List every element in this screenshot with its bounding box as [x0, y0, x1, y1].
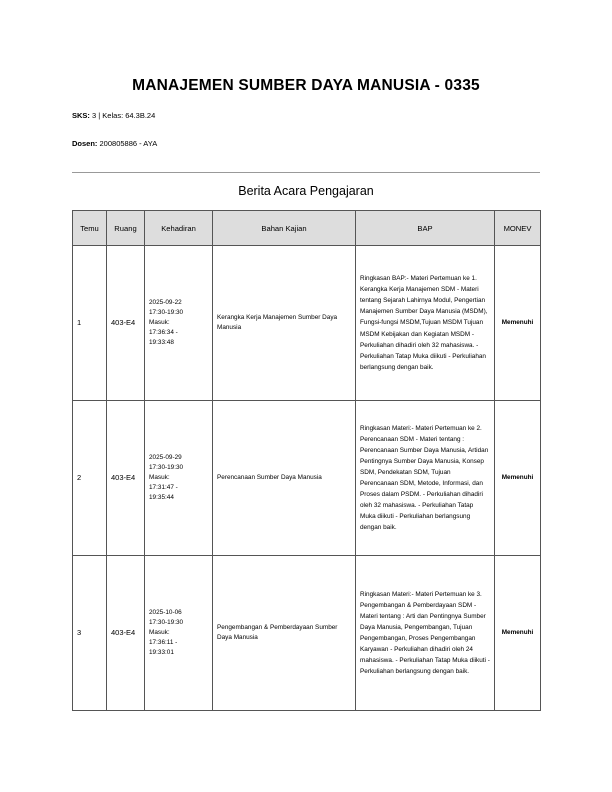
kehadiran-date: 2025-10-06	[149, 609, 182, 617]
sks-kelas-value: 3 | Kelas: 64.3B.24	[92, 111, 156, 120]
kehadiran-schedule: 17:30-19:30	[149, 619, 184, 627]
kehadiran-out: 19:33:01	[149, 648, 174, 656]
monev-cell: Memenuhi	[495, 401, 541, 556]
bap-cell: Ringkasan BAP:- Materi Pertemuan ke 1. Kerangka Kerja Manajemen SDM - Materi tentang Sejarah Lahirnya Modul, Pengertian Manajemen Sumber Daya Manusia (MSDM), Fungsi-fungsi MSDM,Tujuan MSDM Tujuan MSDM Kebijakan dan Kegiatan MSDM - Perkuliahan dihadiri oleh 32 mahasiswa. - Perkuliahan Tatap Muka diikuti - Perkuliahan berlangsung dengan baik.	[356, 246, 495, 401]
kehadiran-in: 17:36:11 -	[149, 638, 178, 646]
kehadiran-schedule: 17:30-19:30	[149, 309, 184, 317]
kehadiran-cell	[145, 401, 213, 556]
column-header-monev: MONEV	[495, 211, 541, 246]
page-title: MANAJEMEN SUMBER DAYA MANUSIA - 0335	[132, 77, 480, 94]
divider	[72, 172, 540, 173]
table-header-row	[73, 211, 541, 246]
column-header-temu: Temu	[73, 211, 107, 246]
kehadiran-cell	[145, 556, 213, 711]
kehadiran-out: 19:33:48	[149, 338, 174, 346]
sks-label: SKS:	[72, 111, 90, 120]
kehadiran-schedule: 17:30-19:30	[149, 464, 184, 472]
ruang-cell: 403-E4	[107, 246, 145, 401]
table-row	[73, 556, 541, 711]
ruang-cell: 403-E4	[107, 556, 145, 711]
column-header-kehadiran: Kehadiran	[145, 211, 213, 246]
temu-cell: 2	[73, 401, 107, 556]
bahan-kajian-cell: Kerangka Kerja Manajemen Sumber Daya Manusia	[213, 246, 356, 401]
kehadiran-cell	[145, 246, 213, 401]
dosen-info	[72, 139, 157, 148]
berita-acara-table	[72, 210, 541, 711]
dosen-label: Dosen:	[72, 139, 98, 148]
kehadiran-date: 2025-09-22	[149, 299, 182, 307]
kehadiran-in: 17:31:47 -	[149, 483, 178, 491]
temu-cell: 3	[73, 556, 107, 711]
sks-kelas-info	[72, 111, 155, 120]
bap-cell: Ringkasan Materi:- Materi Pertemuan ke 3. Pengembangan & Pemberdayaan SDM - Materi tentang : Arti dan Pentingnya Sumber Daya Manusia, Pengembangan, Tujuan Pengembangan, Proses Pengembangan Karyawan - Perkuliahan dihadiri oleh 24 mahasiswa. - Perkuliahan Tatap Muka diikuti - Perkuliahan berlangsung dengan baik.	[356, 556, 495, 711]
table-row	[73, 246, 541, 401]
kehadiran-label: Masuk:	[149, 474, 170, 482]
table-row	[73, 401, 541, 556]
monev-cell: Memenuhi	[495, 246, 541, 401]
dosen-value: 200805886 - AYA	[99, 139, 158, 148]
bahan-kajian-cell: Perencanaan Sumber Daya Manusia	[213, 401, 356, 556]
monev-cell: Memenuhi	[495, 556, 541, 711]
column-header-bahan-kajian: Bahan Kajian	[213, 211, 356, 246]
ruang-cell: 403-E4	[107, 401, 145, 556]
column-header-ruang: Ruang	[107, 211, 145, 246]
kehadiran-out: 19:35:44	[149, 493, 174, 501]
kehadiran-in: 17:36:34 -	[149, 328, 178, 336]
kehadiran-date: 2025-09-29	[149, 454, 182, 462]
column-header-bap: BAP	[356, 211, 495, 246]
kehadiran-label: Masuk:	[149, 319, 170, 327]
kehadiran-label: Masuk:	[149, 629, 170, 637]
bahan-kajian-cell: Pengembangan & Pemberdayaan Sumber Daya Manusia	[213, 556, 356, 711]
section-title: Berita Acara Pengajaran	[238, 184, 374, 198]
bap-cell: Ringkasan Materi:- Materi Pertemuan ke 2. Perencanaan SDM - Materi tentang : Perencanaan Sumber Daya Manusia, Artidan Pentingnya Sumber Daya Manusia, Konsep SDM, Pendekatan SDM, Tujuan Perencanaan SDM, Metode, Informasi, dan Proses dalam PSDM. - Perkuliahan dihadiri oleh 32 mahasiswa. - Perkuliahan Tatap Muka diikuti - Perkuliahan berlangsung dengan baik.	[356, 401, 495, 556]
temu-cell: 1	[73, 246, 107, 401]
